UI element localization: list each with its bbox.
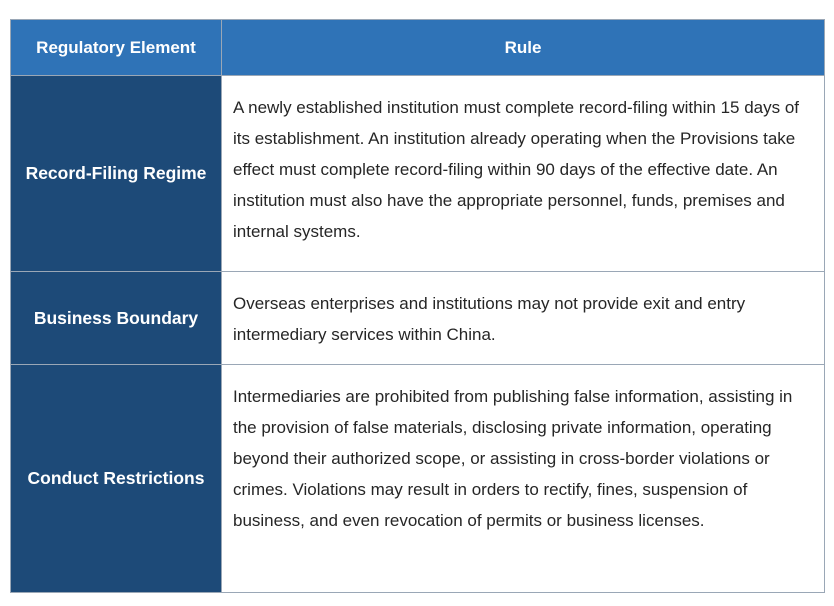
header-rule: Rule (222, 20, 825, 76)
element-cell: Record-Filing Regime (11, 76, 222, 272)
table-body (11, 76, 825, 593)
header-row (11, 20, 825, 76)
table-row (11, 272, 825, 365)
rule-cell: A newly established institution must complete record-filing within 15 days of its establishment. An institution already operating when the Provisions take effect must complete record-filing within 90 days of the effective date. An institution must also have the appropriate personnel, funds, premises and internal systems. (222, 76, 825, 272)
element-cell: Business Boundary (11, 272, 222, 365)
regulatory-table (10, 19, 825, 593)
rule-cell: Overseas enterprises and institutions may not provide exit and entry intermediary services within China. (222, 272, 825, 365)
table-row (11, 365, 825, 593)
element-cell: Conduct Restrictions (11, 365, 222, 593)
table-row (11, 76, 825, 272)
rule-cell: Intermediaries are prohibited from publishing false information, assisting in the provision of false materials, disclosing private information, operating beyond their authorized scope, or assisting in cross-border violations or crimes. Violations may result in orders to rectify, fines, suspension of business, and even revocation of permits or business licenses. (222, 365, 825, 593)
regulatory-table-container (10, 19, 824, 593)
header-regulatory-element: Regulatory Element (11, 20, 222, 76)
table-header (11, 20, 825, 76)
